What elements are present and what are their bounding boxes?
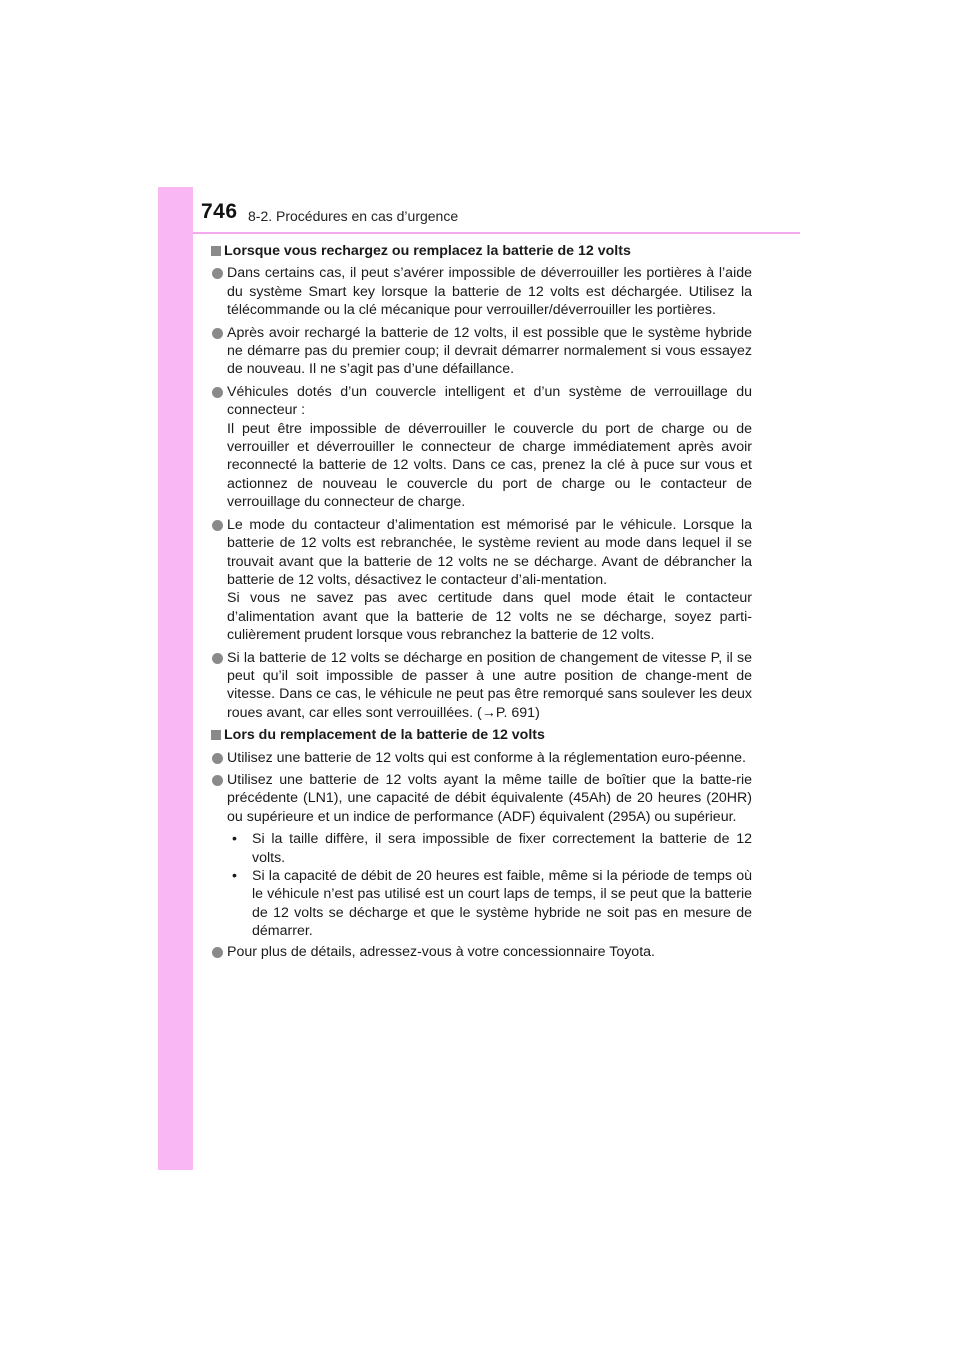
- circle-bullet-icon: [212, 753, 223, 764]
- bullet-text: Utilisez une batterie de 12 volts ayant la même taille de boîtier que la batte-rie précédente (LN1), une capacité de débit équivalente (45Ah) de 20 heures (20HR) ou supérieure et un indice de performance (ADF) équivalent (295A) ou supérieur.: [227, 771, 752, 825]
- list-item: [210, 264, 752, 319]
- heading-text: Lors du remplacement de la batterie de 12 volts: [224, 727, 545, 744]
- bullet-text: Utilisez une batterie de 12 volts qui est conforme à la réglementation euro-péenne.: [227, 749, 746, 766]
- sub-list: [227, 830, 752, 940]
- list-item: [210, 383, 752, 512]
- sub-list-item: [227, 867, 752, 941]
- bullet-text: Après avoir rechargé la batterie de 12 volts, il est possible que le système hybride ne démarre pas du premier coup; il devrait démarrer normalement si vous essayez de nouveau. Il ne s’agit pas d’une défaillance.: [227, 324, 752, 378]
- circle-bullet-icon: [212, 775, 223, 786]
- circle-bullet-icon: [212, 268, 223, 279]
- bullet-text: Si la batterie de 12 volts se décharge en position de changement de vitesse P, il se peut qu’il soit impossible de passer à une autre position de change-ment de vitesse. Dans ce cas, le véhicule ne peut pas être remorqué sans soulever les deux roues avant, car elles sont verrouillées. (→P. 691): [227, 649, 752, 721]
- bullet-text: Dans certains cas, il peut s’avérer impossible de déverrouiller les portières à l’aide du système Smart key lorsque la batterie de 12 volts est déchargée. Utilisez la télécommande ou la clé mécanique pour verrouiller/déverrouiller les portières.: [227, 265, 752, 319]
- dot-marker: •: [232, 831, 237, 848]
- list-item: [210, 771, 752, 826]
- section-title: 8-2. Procédures en cas d’urgence: [248, 208, 459, 224]
- heading-text: Lorsque vous rechargez ou remplacez la batterie de 12 volts: [224, 243, 631, 259]
- bullet-text: Pour plus de détails, adressez-vous à votre concessionnaire Toyota.: [227, 943, 655, 960]
- circle-bullet-icon: [212, 653, 223, 664]
- side-tab-band: [158, 187, 193, 1170]
- sub-item-text: Si la capacité de débit de 20 heures est faible, même si la période de temps où le véhicule n’est pas utilisé est un court laps de temps, il se peut que la batterie de 12 volts se décharge et que le système hybride ne soit pas en mesure de démarrer.: [252, 868, 752, 940]
- square-bullet-icon: [211, 246, 221, 256]
- list-item: [210, 749, 752, 767]
- bullet-text: Le mode du contacteur d’alimentation est mémorisé par le véhicule. Lorsque la batterie de 12 volts est rebranchée, le système revient au mode dans lequel il se trouvait avant que la batterie de 12 volts ne se décharge. Avant de débrancher la batterie de 12 volts, désactivez le contacteur d’ali-mentation.: [227, 516, 752, 588]
- heading-replacement: [210, 726, 752, 744]
- list-item: [210, 516, 752, 645]
- page-number: 746: [201, 200, 238, 223]
- list-item: [210, 649, 752, 723]
- bullet-continuation: Il peut être impossible de déverrouiller le couvercle du port de charge ou de verrouiller et déverrouiller le connecteur de charge immédiatement après avoir reconnecté la batterie de 12 volts. Dans ce cas, prenez la clé à puce sur vous et actionnez de nouveau le couvercle du port de charge ou le contacteur de verrouillage du connecteur de charge.: [227, 420, 752, 511]
- circle-bullet-icon: [212, 947, 223, 958]
- bullet-continuation: Si vous ne savez pas avec certitude dans quel mode était le contacteur d’alimentation avant que la batterie de 12 volts ne se décharge, soyez parti-culièrement prudent lorsque vous rebranchez la batterie de 12 volts.: [227, 590, 752, 644]
- page-content: [210, 242, 752, 965]
- header-divider: [193, 232, 800, 234]
- sub-list-item: [227, 830, 752, 867]
- bullet-text: Véhicules dotés d’un couvercle intelligent et d’un système de verrouillage du connecteur :: [227, 383, 752, 419]
- circle-bullet-icon: [212, 328, 223, 339]
- circle-bullet-icon: [212, 520, 223, 531]
- list-item: [210, 943, 752, 961]
- dot-marker: •: [232, 868, 237, 884]
- circle-bullet-icon: [212, 387, 223, 398]
- sub-item-text: Si la taille diffère, il sera impossible de fixer correctement la batterie de 12 volts.: [252, 831, 752, 866]
- square-bullet-icon: [211, 730, 221, 740]
- list-item: [210, 324, 752, 379]
- heading-recharge: [210, 242, 752, 260]
